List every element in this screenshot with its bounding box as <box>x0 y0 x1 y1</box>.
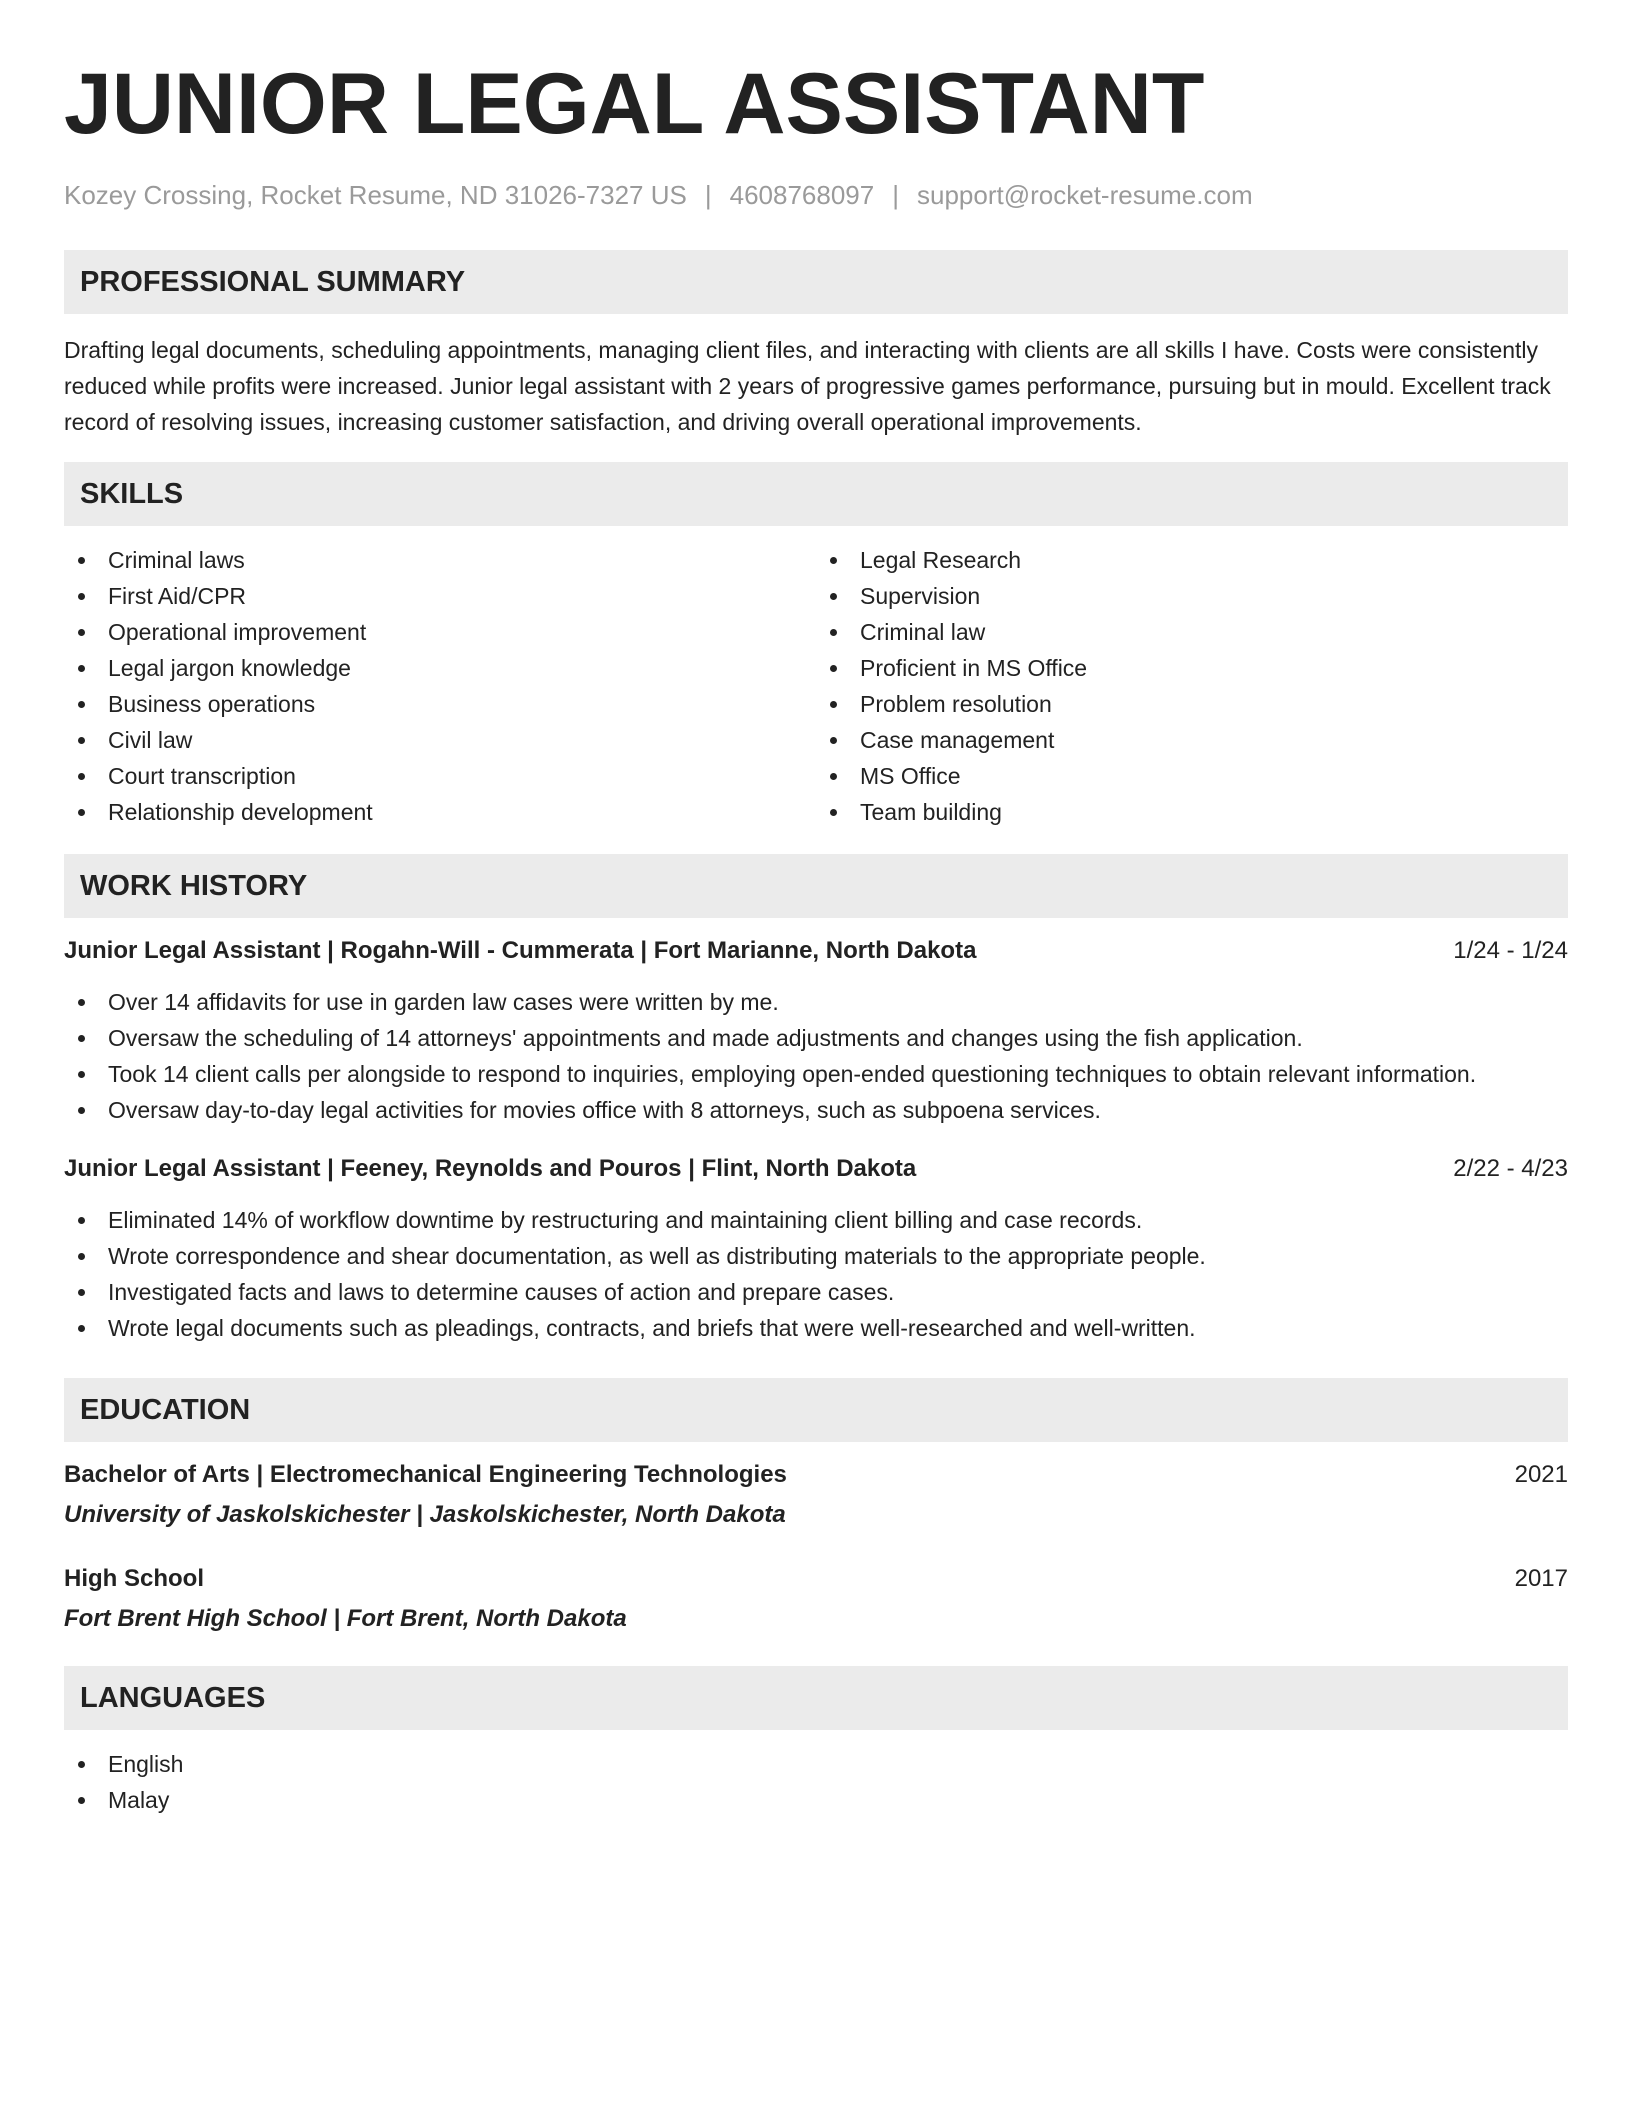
job-dates: 2/22 - 4/23 <box>1453 1155 1568 1182</box>
job-dates: 1/24 - 1/24 <box>1453 937 1568 964</box>
contact-separator: | <box>892 180 899 210</box>
skill-item: Problem resolution <box>816 686 1568 722</box>
education-year: 2017 <box>1514 1565 1568 1592</box>
education-degree: Bachelor of Arts | Electromechanical Engineering Technologies <box>64 1461 787 1488</box>
job-header <box>64 1152 1568 1186</box>
education-entry <box>64 1562 1568 1636</box>
skill-item: Civil law <box>64 722 816 758</box>
job-bullet: Over 14 affidavits for use in garden law cases were written by me. <box>64 984 1568 1020</box>
language-item: English <box>64 1746 1568 1782</box>
education-entry <box>64 1458 1568 1532</box>
skill-item: Business operations <box>64 686 816 722</box>
contact-separator: | <box>704 180 712 210</box>
job-bullet: Oversaw the scheduling of 14 attorneys' appointments and made adjustments and changes using the fish application. <box>64 1020 1568 1056</box>
skill-item: Legal jargon knowledge <box>64 650 816 686</box>
education-year: 2021 <box>1514 1461 1568 1488</box>
education-school: University of Jaskolskichester | Jaskolskichester, North Dakota <box>64 1501 786 1528</box>
contact-address: Kozey Crossing, Rocket Resume, ND 31026-7327 US <box>64 180 687 210</box>
section-heading-work-history: WORK HISTORY <box>64 854 1568 918</box>
language-item: Malay <box>64 1782 1568 1818</box>
section-heading-skills: SKILLS <box>64 462 1568 526</box>
job-bullet: Wrote legal documents such as pleadings, contracts, and briefs that were well-researched and well-written. <box>64 1310 1568 1346</box>
skill-item: MS Office <box>816 758 1568 794</box>
job-entry <box>64 1152 1568 1346</box>
job-bullets <box>64 1202 1568 1346</box>
education-degree: High School <box>64 1565 204 1592</box>
skills-list <box>64 542 1568 830</box>
skill-item: Legal Research <box>816 542 1568 578</box>
skills-column-right <box>816 542 1568 830</box>
education-school: Fort Brent High School | Fort Brent, North Dakota <box>64 1605 627 1632</box>
job-entry <box>64 934 1568 1128</box>
contact-line <box>64 178 1568 212</box>
languages-list <box>64 1746 1568 1818</box>
job-title: Junior Legal Assistant | Rogahn-Will - Cummerata | Fort Marianne, North Dakota <box>64 937 977 964</box>
skills-column-left <box>64 542 816 830</box>
skill-item: Team building <box>816 794 1568 830</box>
skill-item: Court transcription <box>64 758 816 794</box>
job-bullet: Eliminated 14% of workflow downtime by restructuring and maintaining client billing and case records. <box>64 1202 1568 1238</box>
education-header <box>64 1562 1568 1596</box>
job-bullet: Investigated facts and laws to determine causes of action and prepare cases. <box>64 1274 1568 1310</box>
job-title: Junior Legal Assistant | Feeney, Reynolds and Pouros | Flint, North Dakota <box>64 1155 917 1182</box>
skill-item: Case management <box>816 722 1568 758</box>
section-heading-summary: PROFESSIONAL SUMMARY <box>64 250 1568 314</box>
contact-phone: 4608768097 <box>729 180 875 210</box>
skill-item: Relationship development <box>64 794 816 830</box>
education-header <box>64 1458 1568 1492</box>
skill-item: First Aid/CPR <box>64 578 816 614</box>
job-bullet: Wrote correspondence and shear documentation, as well as distributing materials to the appropriate people. <box>64 1238 1568 1274</box>
section-heading-languages: LANGUAGES <box>64 1666 1568 1730</box>
skill-item: Supervision <box>816 578 1568 614</box>
contact-email: support@rocket-resume.com <box>917 180 1253 210</box>
skill-item: Operational improvement <box>64 614 816 650</box>
job-bullet: Oversaw day-to-day legal activities for movies office with 8 attorneys, such as subpoena services. <box>64 1092 1568 1128</box>
job-bullets <box>64 984 1568 1128</box>
job-bullet: Took 14 client calls per alongside to respond to inquiries, employing open-ended questioning techniques to obtain relevant information. <box>64 1056 1568 1092</box>
candidate-name: JUNIOR LEGAL ASSISTANT <box>64 56 1205 152</box>
skill-item: Proficient in MS Office <box>816 650 1568 686</box>
skill-item: Criminal laws <box>64 542 816 578</box>
section-heading-education: EDUCATION <box>64 1378 1568 1442</box>
skill-item: Criminal law <box>816 614 1568 650</box>
job-header <box>64 934 1568 968</box>
summary-text: Drafting legal documents, scheduling appointments, managing client files, and interacting with clients are all skills I have. Costs were consistently reduced while profits were increased. Junior legal assistant with 2 years of progressive games performance, pursuing but in mould. Excellent track record of resolving issues, increasing customer satisfaction, and driving overall operational improvements. <box>64 337 1551 435</box>
